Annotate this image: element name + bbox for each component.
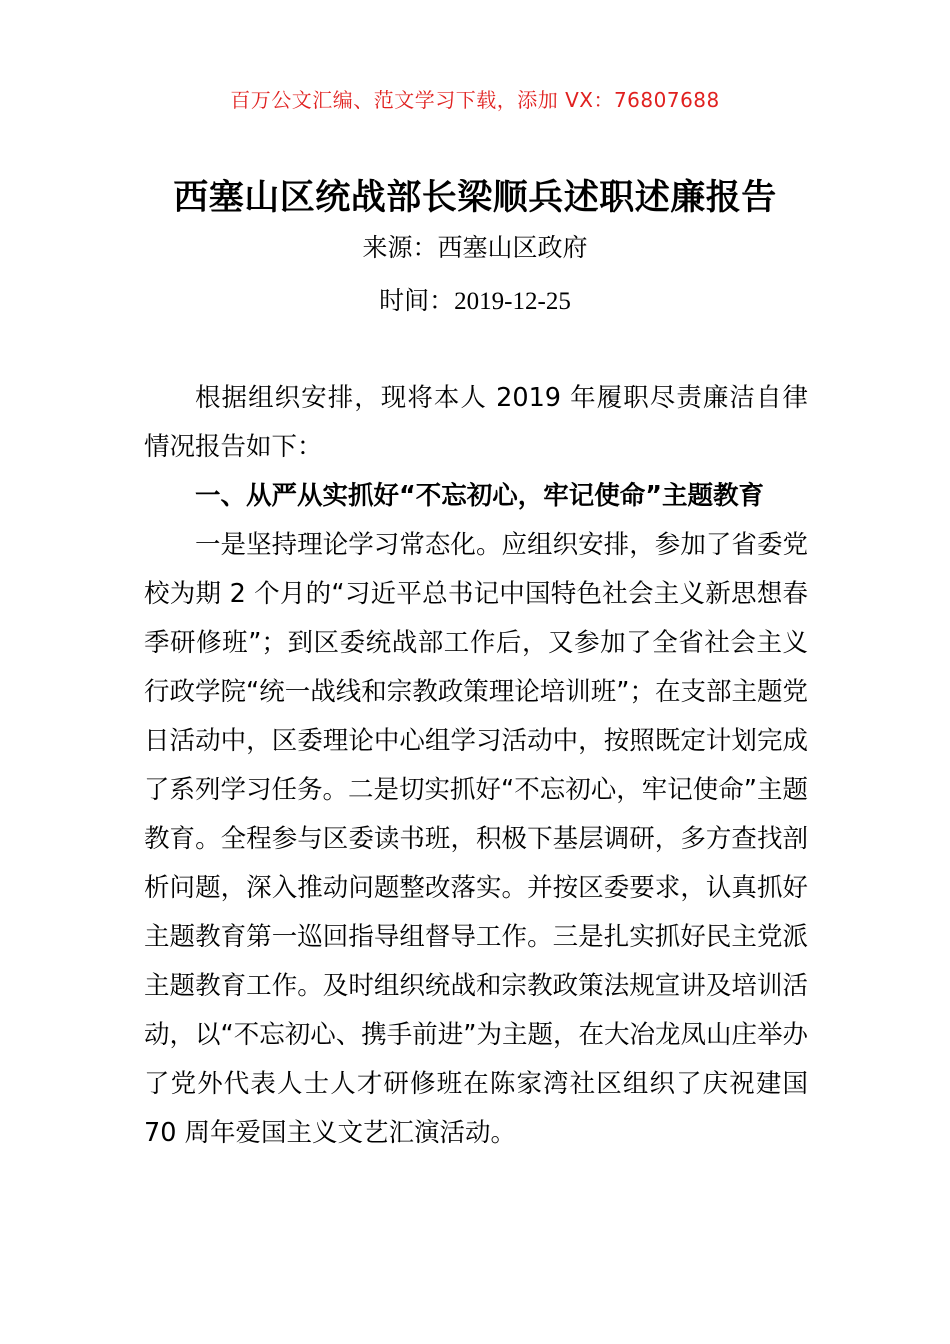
source-label: 来源： bbox=[362, 233, 438, 262]
header-banner: 百万公文汇编、范文学习下载，添加 VX：76807688 bbox=[230, 88, 720, 112]
time-value: 2019-12-25 bbox=[454, 288, 571, 315]
document-title: 西塞山区统战部长梁顺兵述职述廉报告 bbox=[173, 178, 777, 218]
document-time bbox=[0, 281, 950, 317]
section-heading: 一、从严从实抓好“不忘初心，牢记使命”主题教育 bbox=[195, 481, 765, 511]
document-body bbox=[144, 374, 808, 1158]
time-label: 时间： bbox=[379, 286, 455, 315]
source-value: 西塞山区政府 bbox=[437, 233, 588, 262]
document-source bbox=[0, 228, 950, 264]
intro-paragraph: 根据组织安排，现将本人 2019 年履职尽责廉洁自律情况报告如下： bbox=[144, 383, 808, 462]
section-paragraph: 一是坚持理论学习常态化。应组织安排，参加了省委党校为期 2 个月的“习近平总书记中国特色社会主义新思想春季研修班”；到区委统战部工作后，又参加了全省社会主义行政学院“统一战线和宗教政策理论培训班”；在支部主题党日活动中，区委理论中心组学习活动中，按照既定计划完成了系列学习任务。二是切实抓好“不忘初心，牢记使命”主题教育。全程参与区委读书班，积极下基层调研，多方查找剖析问题，深入推动问题整改落实。并按区委要求，认真抓好主题教育第一巡回指导组督导工作。三是扎实抓好民主党派主题教育工作。及时组织统战和宗教政策法规宣讲及培训活动，以“不忘初心、携手前进”为主题，在大冶龙凤山庄举办了党外代表人士人才研修班在陈家湾社区组织了庆祝建国 70 周年爱国主义文艺汇演活动。 bbox=[144, 530, 808, 1148]
